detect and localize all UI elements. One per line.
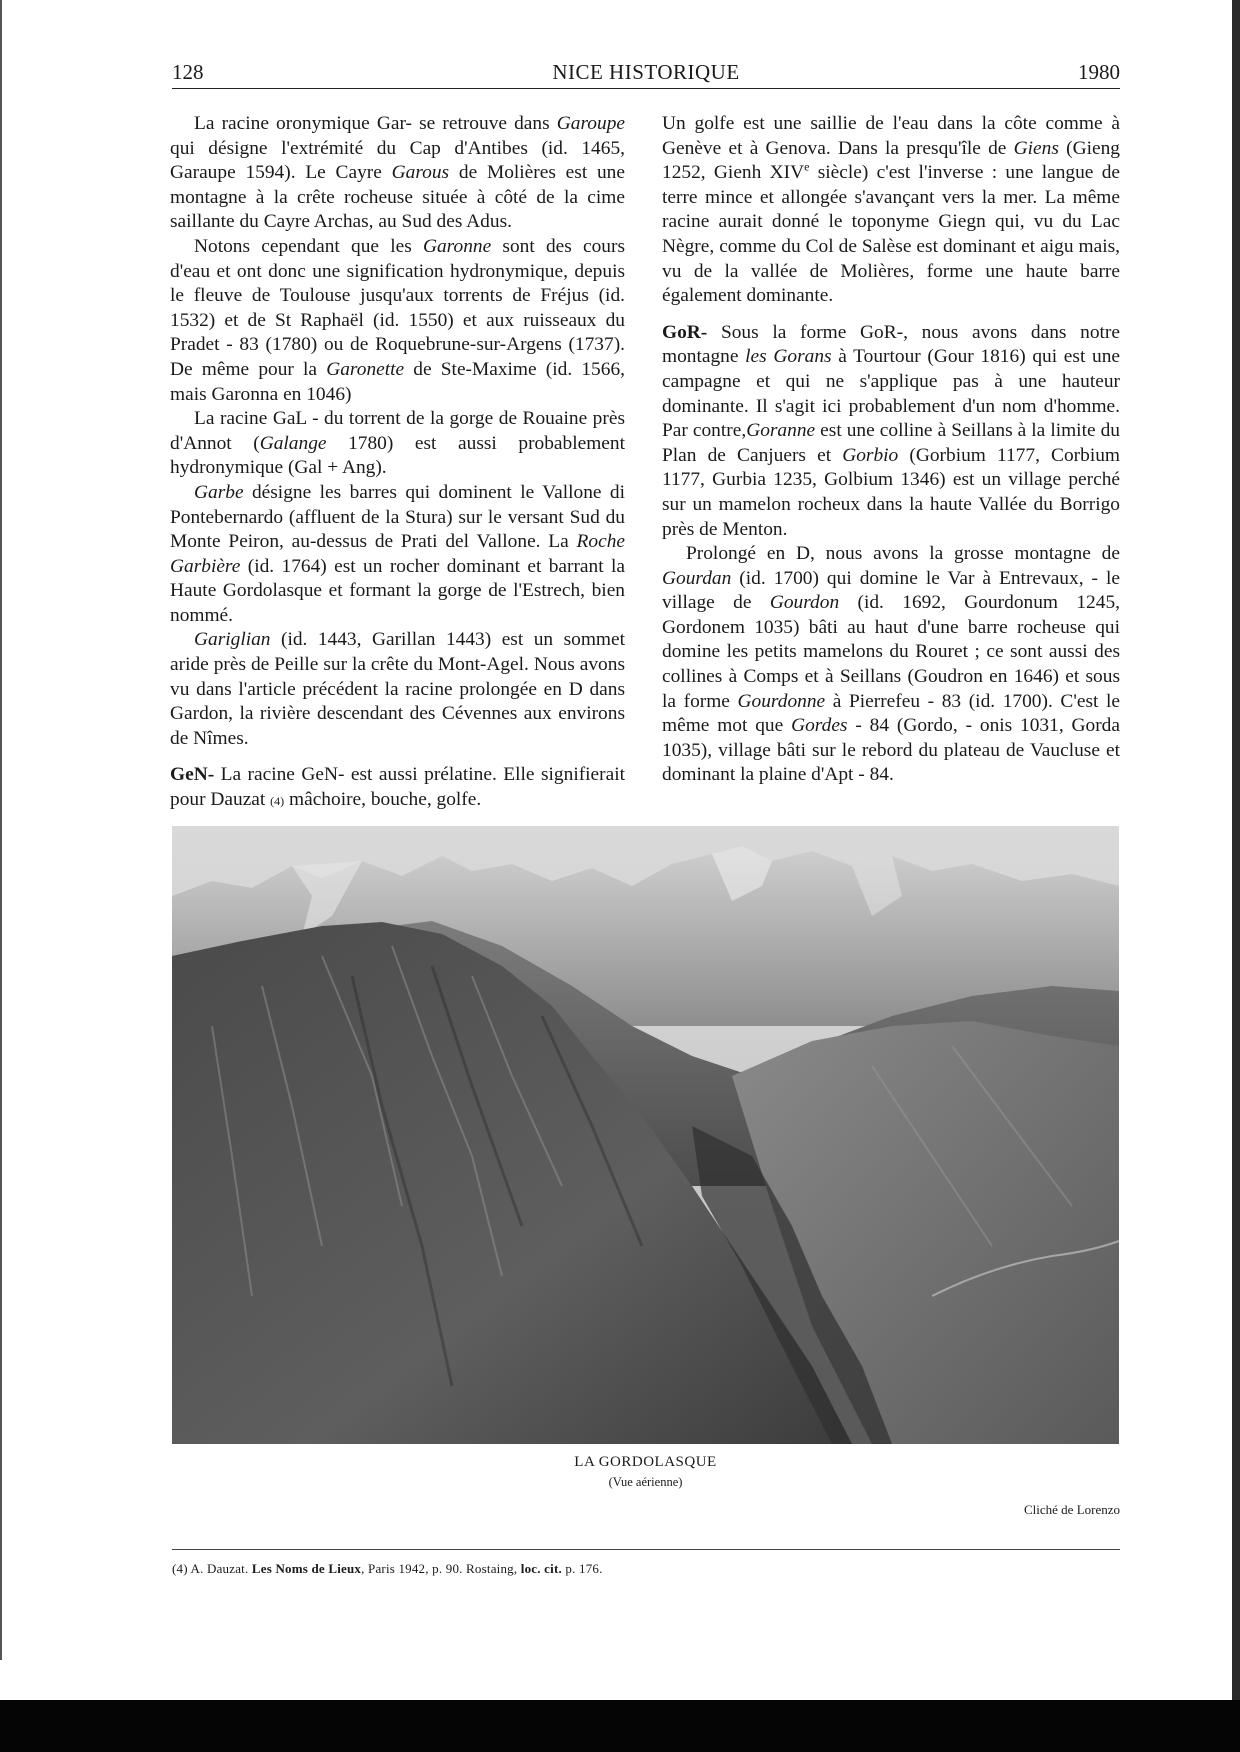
issue-year: 1980 <box>1078 60 1120 84</box>
scan-bottom-border <box>0 1700 1240 1752</box>
paragraph-gariglian: Gariglian (id. 1443, Garillan 1443) est un sommet aride près de Peille sur la crête du Mont-Agel. Nous avons vu dans l'article précédent la racine prolongée en D dans Gardon, la rivière descendant des Cévennes aux environs de Nîmes. <box>170 629 625 749</box>
paragraph-gor-root: GoR- Sous la forme GoR-, nous avons dans notre montagne les Gorans à Tourtour (Gour 1816) qui est une campagne et qui ne s'applique pas à une hauteur dominante. Il s'agit ici probablement d'un nom d'homme. Par contre,Goranne est une colline à Seillans à la limite du Plan de Canjuers et Gorbio (Gorbium 1177, Corbium 1177, Gurbia 1235, Golbium 1346) est un village perché sur un mamelon rocheux dans la haute Vallée du Borrigo près de Menton. <box>662 321 1121 540</box>
mountain-landscape-drawing <box>172 826 1119 1444</box>
paragraph-giens: Un golfe est une saillie de l'eau dans la côte comme à Genève et à Genova. Dans la presqu'île de Giens (Gieng 1252, Gienh XIVe siècle) c'est l'inverse : une langue de terre mince et allongée s'avançant vers la mer. La même racine aurait donné le toponyme Giegn qui, vu du Lac Nègre, comme du Col de Salèse est dominant et aigu mais, vu de la vallée de Molières, forme une haute barre également dominante. <box>662 113 1121 307</box>
photo-caption-subtitle: (Vue aérienne) <box>608 1475 683 1489</box>
right-text-column <box>662 112 1120 788</box>
paragraph-gourdan: Prolongé en D, nous avons la grosse montagne de Gourdan (id. 1700) qui domine le Var à Entrevaux, - le village de Gourdon (id. 1692, Gourdonum 1245, Gordonem 1035) bâti au haut d'une barre rocheuse qui domine les petits mamelons du Rouret ; ce sont aussi des collines à Comps et à Seillans (Goudron en 1646) et sous la forme Gourdonne à Pierrefeu - 83 (id. 1700). C'est le même mot que Gordes - 84 (Gordo, - onis 1031, Gorda 1035), village bâti sur le rebord du plateau de Vaucluse et dominant la plaine d'Apt - 84. <box>662 543 1120 786</box>
scan-edge-right <box>1232 0 1240 1752</box>
paragraph-gal-root: La racine GaL - du torrent de la gorge de Rouaine près d'Annot (Galange 1780) est aussi probablement hydronymique (Gal + Ang). <box>170 408 625 479</box>
photo-caption-title: LA GORDOLASQUE <box>574 1454 717 1470</box>
paragraph-garbe: Garbe désigne les barres qui dominent le Vallone di Pontebernardo (affluent de la Stura) sur le versant Sud du Monte Peiron, au-dessus de Prati del Vallone. La Roche Garbière (id. 1764) est un rocher dominant et barrant la Haute Gordolasque et formant la gorge de l'Estrech, bien nommé. <box>170 481 625 626</box>
footnote-divider <box>172 1549 1120 1550</box>
running-header <box>172 58 1120 89</box>
aerial-mountain-photo <box>172 826 1119 1444</box>
footnote-reference: (4) <box>270 794 285 809</box>
photo-credit: Cliché de Lorenzo <box>1023 1502 1120 1517</box>
page-number: 128 <box>172 60 204 84</box>
left-text-column <box>170 112 625 814</box>
journal-title: NICE HISTORIQUE <box>552 60 740 84</box>
paragraph-gar-root: La racine oronymique Gar- se retrouve dans Garoupe qui désigne l'extrémité du Cap d'Antibes (id. 1465, Garaupe 1594). Le Cayre Garous de Molières est une montagne à la crête rocheuse située à côté de la cime saillante du Cayre Archas, au Sud des Adus. <box>170 113 625 233</box>
footnote: (4) A. Dauzat. Les Noms de Lieux, Paris 1942, p. 90. Rostaing, loc. cit. p. 176. <box>172 1561 603 1576</box>
paragraph-gen-root: GeN- La racine GeN- est aussi prélatine. Elle signifierait pour Dauzat (4) mâchoire, bouche, golfe. <box>170 764 625 811</box>
scan-edge-left <box>0 0 2 1660</box>
paragraph-garonne: Notons cependant que les Garonne sont des cours d'eau et ont donc une signification hydronymique, depuis le fleuve de Toulouse jusqu'aux torrents de Fréjus (id. 1532) et de St Raphaël (id. 1550) et aux ruisseaux du Pradet - 83 (1780) ou de Roquebrune-sur-Argens (1737). De même pour la Garonette de Ste-Maxime (id. 1566, mais Garonna en 1046) <box>170 235 625 405</box>
